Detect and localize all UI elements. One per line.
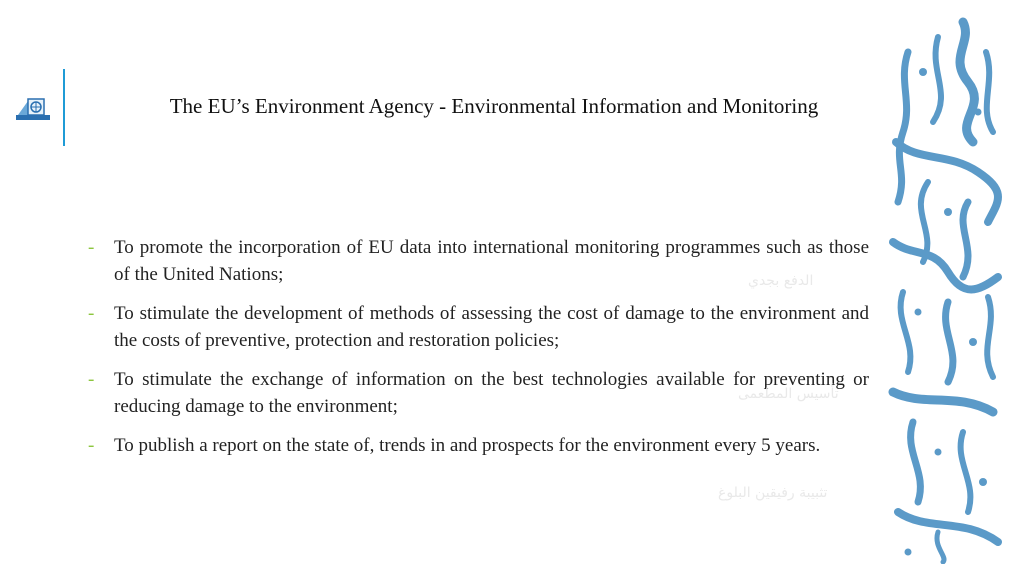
bullet-text: To stimulate the development of methods of assessing the cost of damage to the environment and the costs of preventive, protection and restoration policies; [114,303,869,351]
bullet-text: To promote the incorporation of EU data into international monitoring programmes such as those of the United Nations; [114,237,869,285]
bullet-text: To publish a report on the state of, trends in and prospects for the environment every 5 years. [114,435,821,456]
bullet-marker: - [88,369,95,390]
page-title: The EU’s Environment Agency - Environmental Information and Monitoring [169,94,819,118]
bullet-marker: - [88,303,95,324]
bullet-marker: - [88,237,95,258]
watermark-text: تأسيس المطعمى [738,386,839,402]
bullet-list [88,234,869,471]
bullet-marker: - [88,435,95,456]
arabic-calligraphy-decoration [878,12,1014,564]
list-item [88,432,869,459]
bullet-text: To stimulate the exchange of information on the best technologies available for preventing or reducing damage to the environment; [114,369,869,417]
watermark-text: الدفع بجدي [748,273,814,289]
watermark-text: تثبيبة رفيقين البلوغ [718,485,828,501]
list-item [88,300,869,354]
